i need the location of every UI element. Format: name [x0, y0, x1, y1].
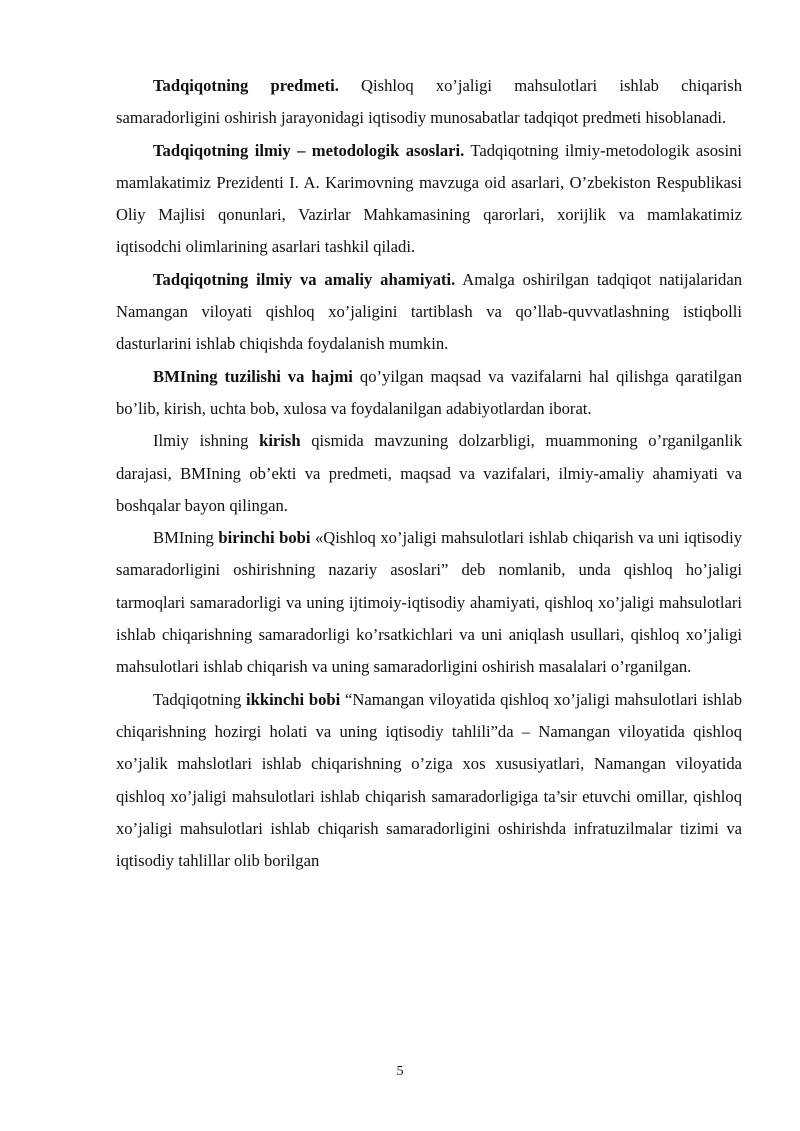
paragraph-heading: Tadqiqotning ilmiy va amaliy ahamiyati. — [153, 269, 456, 289]
paragraph-introduction — [116, 425, 742, 522]
paragraph-text: qismida mavzuning dolzarbligi, muammoning o’rganilganlik darajasi, BMIning ob’ekti va predmeti, maqsad va vazifalari, ilmiy-amaliy ahamiyati va boshqalar bayon qilingan. — [116, 431, 742, 515]
paragraph-chapter-one — [116, 522, 742, 683]
paragraph-text: Tadqiqotning — [153, 689, 246, 709]
paragraph-text: Ilmiy ishning — [153, 431, 260, 451]
paragraph-significance — [116, 264, 742, 361]
paragraph-keyword: ikkinchi bobi — [246, 689, 341, 709]
paragraph-text: BMIning — [153, 528, 219, 548]
paragraph-methodology — [116, 135, 742, 264]
paragraph-keyword: kirish — [259, 431, 301, 451]
paragraph-research-subject — [116, 70, 742, 135]
paragraph-text: Qishloq xo’jaligi mahsulotlari ishlab chiqarish samaradorligini oshirish jarayonidagi iqtisodiy munosabatlar tadqiqot predmeti hisoblanadi. — [116, 76, 742, 128]
paragraph-text: “Namangan viloyatida qishloq xo’jaligi mahsulotlari ishlab chiqarishning hozirgi holati va uning iqtisodiy tahlili”da – Namangan viloyatida qishloq xo’jalik mahslotlari ishlab chiqarishning o’ziga xos xususiyatlari, Namangan viloyatida qishloq xo’jaligi mahsulotlari ishlab chiqarish samaradorligiga ta’sir etuvchi omillar, qishloq xo’jaligi mahsulotlari ishlab chiqarish samaradorligini oshirishda infratuzilmalar tizimi va iqtisodiy tahlillar olib borilgan — [116, 689, 743, 871]
document-body — [116, 70, 742, 877]
paragraph-heading: Tadqiqotning ilmiy – metodologik asoslari. — [153, 140, 465, 160]
paragraph-text: «Qishloq xo’jaligi mahsulotlari ishlab chiqarish va uni iqtisodiy samaradorligini oshirishning nazariy asoslari” deb nomlanib, unda qishloq ho’jaligi tarmoqlari samaradorligi va uning ijtimoiy-iqtisodiy ahamiyati, qishloq xo’jaligi mahsulotlari ishlab chiqarishning samaradorligi ko’rsatkichlari va uni aniqlash usullari, qishloq xo’jaligi mahsulotlari ishlab chiqarish va uning samaradorligini oshirish masalalari o’rganilgan. — [116, 528, 742, 677]
paragraph-heading: BMIning tuzilishi va hajmi — [153, 366, 353, 386]
paragraph-text: qo’yilgan maqsad va vazifalarni hal qilishga qaratilgan bo’lib, kirish, uchta bob, xulosa va foydalanilgan adabiyotlardan iborat. — [116, 366, 742, 418]
paragraph-keyword: birinchi bobi — [218, 528, 311, 548]
page-number: 5 — [396, 1064, 404, 1079]
paragraph-chapter-two — [116, 684, 742, 878]
paragraph-text: Amalga oshirilgan tadqiqot natijalaridan Namangan viloyati qishloq xo’jaligini tartiblash va qo’llab-quvvatlashning istiqbolli dasturlarini ishlab chiqishda foydalanish mumkin. — [116, 269, 743, 354]
paragraph-text: Tadqiqotning ilmiy-metodologik asosini mamlakatimiz Prezidenti I. A. Karimovning mavzuga oid asarlari, O’zbekiston Respublikasi Oliy Majlisi qonunlari, Vazirlar Mahkamasining qarorlari, xorijlik va mamlakatimiz iqtisodchi olimlarining asarlari tashkil qiladi. — [116, 140, 742, 257]
paragraph-structure — [116, 361, 742, 426]
paragraph-heading: Tadqiqotning predmeti. — [153, 76, 339, 95]
